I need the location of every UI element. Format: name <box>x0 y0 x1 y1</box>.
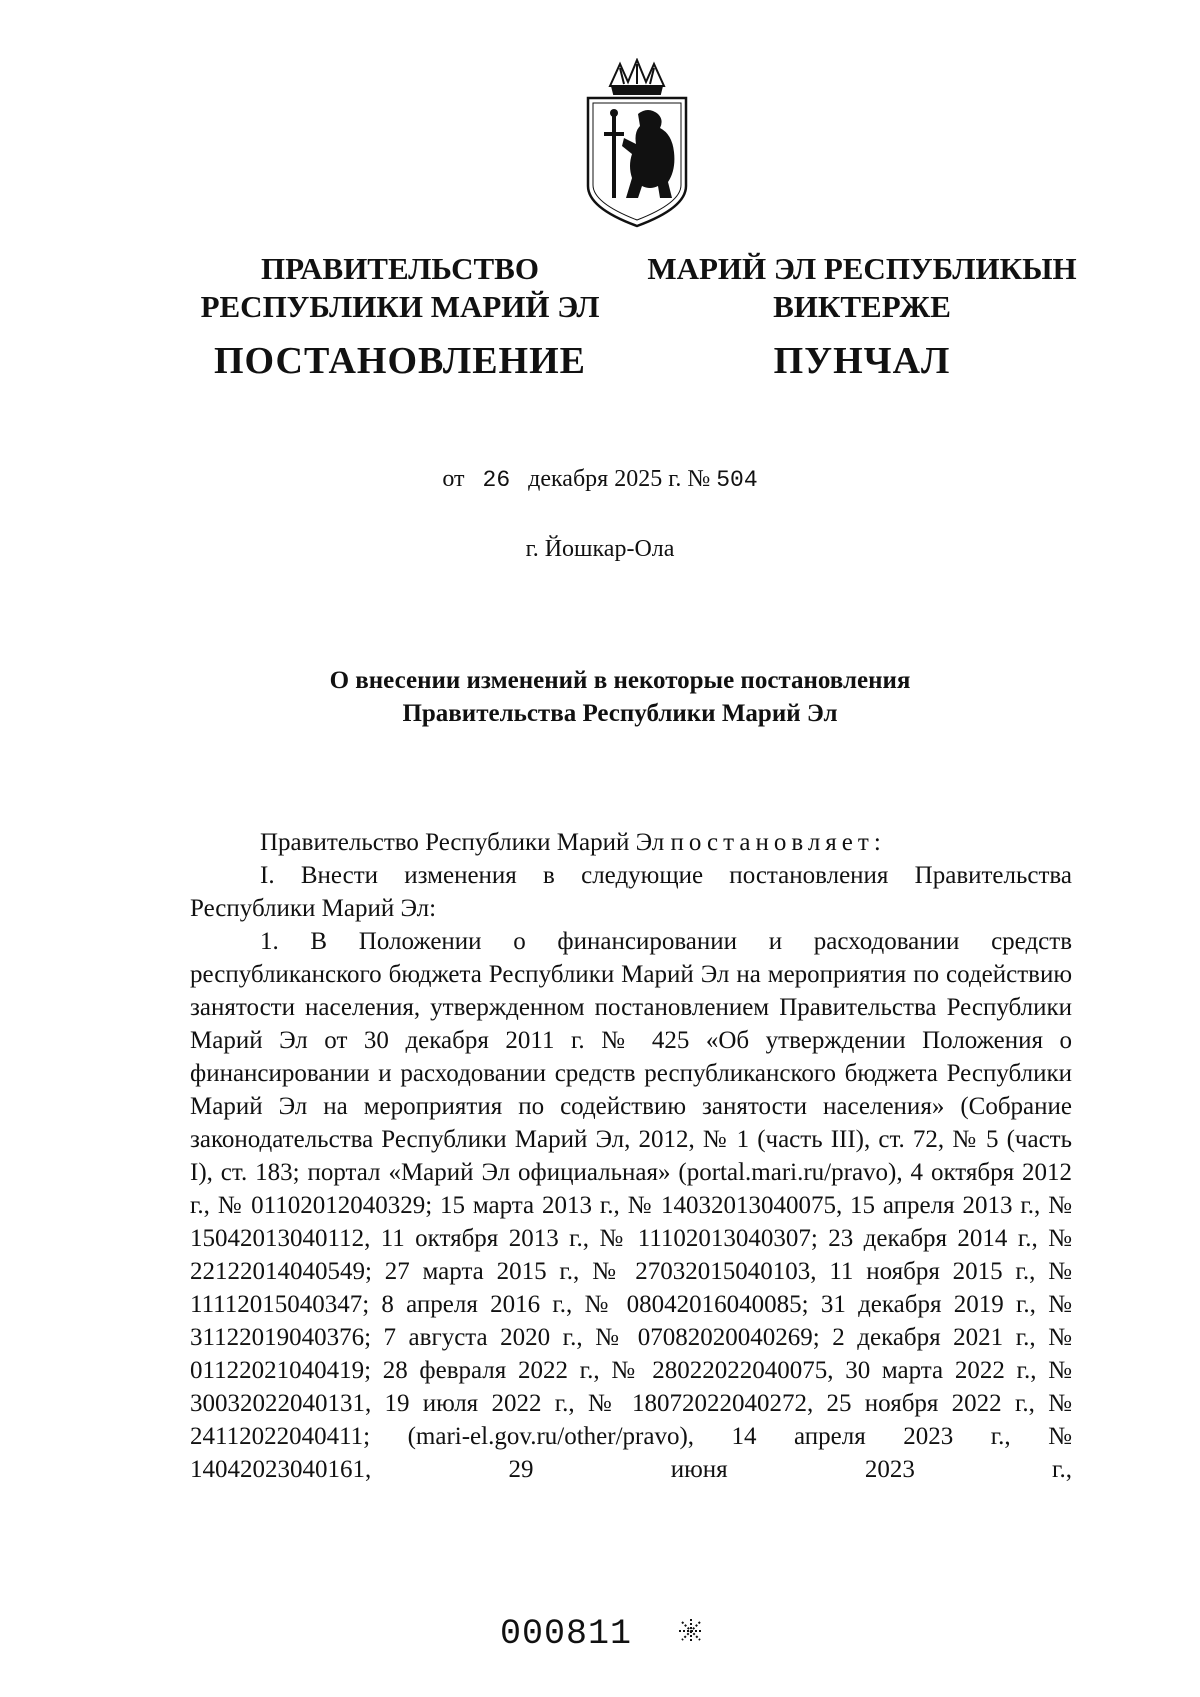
document-number: 504 <box>716 467 758 493</box>
title-line-2: Правительства Республики Марий Эл <box>402 700 838 727</box>
header-right <box>632 250 1092 386</box>
intro-decree-word: постановляет: <box>670 829 886 856</box>
document-month-year: декабря 2025 г. № <box>528 466 711 492</box>
coat-of-arms-icon <box>582 58 692 230</box>
intro-paragraph <box>190 826 1072 859</box>
asterisk-stamp-icon <box>678 1618 704 1644</box>
intro-lead: Правительство Республики Марий Эл <box>260 829 665 856</box>
org-name-mari-line1: МАРИЙ ЭЛ РЕСПУБЛИКЫН <box>647 251 1077 286</box>
header-left <box>170 250 630 386</box>
title-line-1: О внесении изменений в некоторые постановления <box>329 667 911 694</box>
act-type-mari: ПУНЧАЛ <box>773 340 951 382</box>
from-label: от <box>442 466 465 492</box>
act-type-ru: ПОСТАНОВЛЕНИЕ <box>213 340 587 382</box>
document-title <box>200 664 1040 730</box>
org-name-ru-line1: ПРАВИТЕЛЬСТВО <box>261 251 539 286</box>
org-name-ru-line2: РЕСПУБЛИКИ МАРИЙ ЭЛ <box>200 289 600 324</box>
document-day: 26 <box>482 467 511 493</box>
document-body <box>190 826 1072 1486</box>
paragraph-I: I. Внести изменения в следующие постановления Правительства Республики Марий Эл: <box>190 862 1072 922</box>
paragraph-1: 1. В Положении о финансировании и расходовании средств республиканского бюджета Республики Марий Эл на мероприятия по содействию занятости населения, утвержденном постановлением Правительства Республики Марий Эл от 30 декабря 2011 г. № 425 «Об утверждении Положения о финансировании и расходовании средств республиканского бюджета Республики Марий Эл на мероприятия по содействию занятости населения» (Собрание законодательства Республики Марий Эл, 2012, № 1 (часть III), ст. 72, № 5 (часть I), ст. 183; портал «Марий Эл официальная» (portal.mari.ru/pravo), 4 октября 2012 г., № 01102012040329; 15 марта 2013 г., № 14032013040075, 15 апреля 2013 г., № 15042013040112, 11 октября 2013 г., № 11102013040307; 23 декабря 2014 г., № 22122014040549; 27 марта 2015 г., № 27032015040103, 11 ноября 2015 г., № 11112015040347; 8 апреля 2016 г., № 08042016040085; 31 декабря 2019 г., № 31122019040376; 7 августа 2020 г., № 07082020040269; 2 декабря 2021 г., № 01122021040419; 28 февраля 2022 г., № 28022022040075, 30 марта 2022 г., № 30032022040131, 19 июля 2022 г., № 18072022040272, 25 ноября 2022 г., № 24112022040411; (mari-el.gov.ru/other/pravo), 14 апреля 2023 г., № 14042023040161, 29 июня 2023 г., <box>190 928 1072 1483</box>
org-name-mari-line2: ВИКТЕРЖЕ <box>773 289 951 324</box>
document-date-number <box>0 466 1200 493</box>
document-city: г. Йошкар-Ола <box>525 536 675 562</box>
serial-number: 000811 <box>500 1614 633 1654</box>
